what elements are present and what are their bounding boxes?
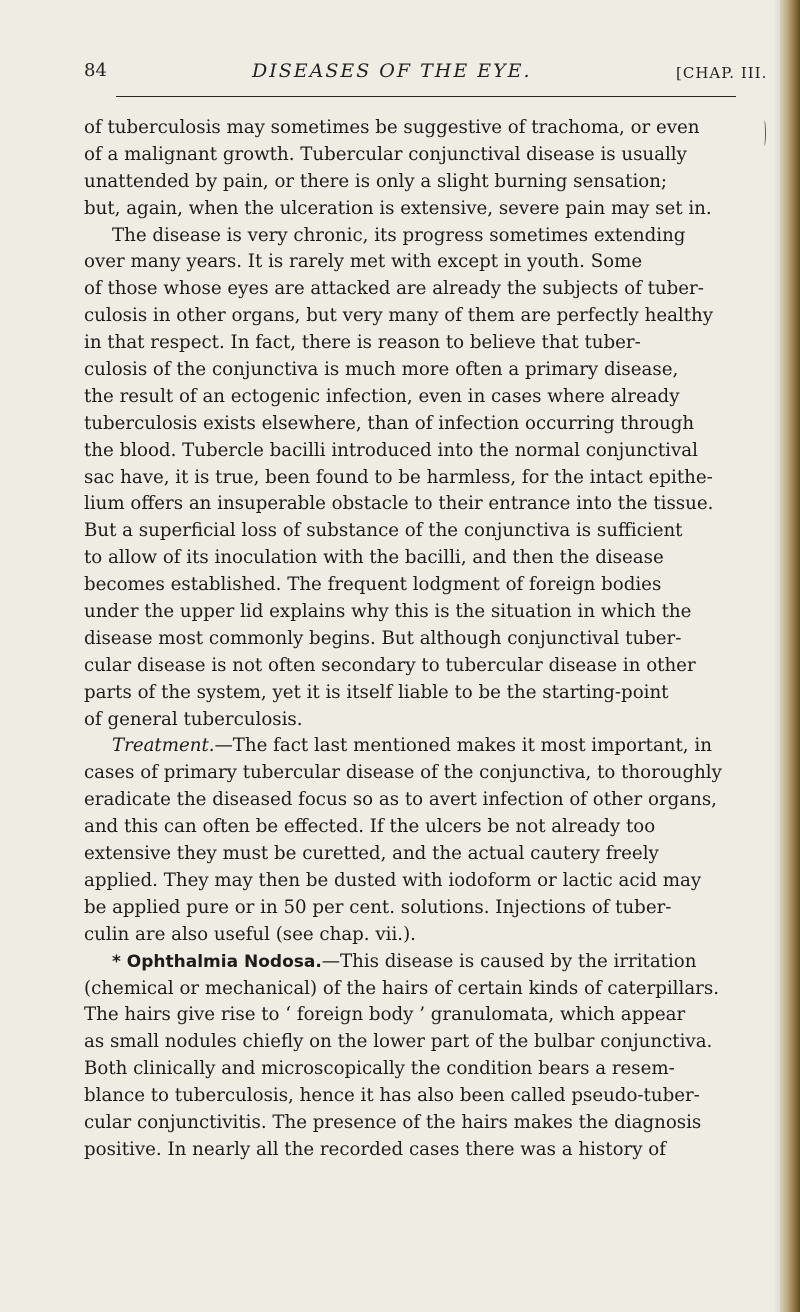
text-line: applied. They may then be dusted with iodoform or lactic acid may xyxy=(84,869,702,891)
text-line: positive. In nearly all the recorded cases there was a history of xyxy=(84,1138,666,1160)
text-line: lium offers an insuperable obstacle to their entrance into the tissue. xyxy=(84,493,714,515)
text-line: (chemical or mechanical) of the hairs of certain kinds of caterpillars. xyxy=(84,977,719,999)
text-line: unattended by pain, or there is only a slight burning sensation; xyxy=(84,170,668,192)
text-line-rest: —This disease is caused by the irritation xyxy=(321,950,697,972)
treatment-paragraph-start xyxy=(84,733,784,760)
text-line: and this can often be effected. If the ulcers be not already too xyxy=(84,816,656,838)
treatment-heading: Treatment. xyxy=(112,735,215,757)
text-line: to allow of its inoculation with the bacilli, and then the disease xyxy=(84,547,664,569)
text-line: becomes established. The frequent lodgment of foreign bodies xyxy=(84,574,662,596)
text-line: The hairs give rise to ‘ foreign body ’ granulomata, which appear xyxy=(84,1004,686,1026)
text-line: be applied pure or in 50 per cent. solutions. Injections of tuber- xyxy=(84,896,672,918)
text-line: of a malignant growth. Tubercular conjunctival disease is usually xyxy=(84,143,687,165)
text-line: culosis of the conjunctiva is much more often a primary disease, xyxy=(84,359,679,381)
text-line: in that respect. In fact, there is reason to believe that tuber- xyxy=(84,332,641,354)
text-line: under the upper lid explains why this is the situation in which the xyxy=(84,601,692,623)
running-title: DISEASES OF THE EYE. xyxy=(252,60,532,82)
page-number: 84 xyxy=(84,60,107,81)
chapter-reference: [CHAP. III. xyxy=(676,64,768,82)
text-line: parts of the system, yet it is itself liable to be the starting-point xyxy=(84,681,669,703)
text-line: cular disease is not often secondary to tubercular disease in other xyxy=(84,654,696,676)
ophthalmia-paragraph-start xyxy=(84,949,784,976)
text-line: But a superficial loss of substance of the conjunctiva is sufficient xyxy=(84,520,683,542)
text-line: cases of primary tubercular disease of the conjunctiva, to thoroughly xyxy=(84,762,722,784)
text-line: over many years. It is rarely met with except in youth. Some xyxy=(84,251,643,273)
text-line: tuberculosis exists elsewhere, than of infection occurring through xyxy=(84,412,695,434)
text-line-rest: —The fact last mentioned makes it most important, in xyxy=(214,735,712,757)
text-line: disease most commonly begins. But although conjunctival tuber- xyxy=(84,627,682,649)
page-header xyxy=(84,60,774,90)
text-line: Both clinically and microscopically the condition bears a resem- xyxy=(84,1058,675,1080)
text-line: culosis in other organs, but very many of them are perfectly healthy xyxy=(84,305,714,327)
text-line: The disease is very chronic, its progress sometimes extending xyxy=(112,224,686,246)
body-text xyxy=(84,115,784,1164)
header-rule xyxy=(116,96,736,97)
text-line: extensive they must be curetted, and the actual cautery freely xyxy=(84,843,659,865)
text-line: blance to tuberculosis, hence it has also been called pseudo-tuber- xyxy=(84,1085,700,1107)
text-line: eradicate the diseased focus so as to avert infection of other organs, xyxy=(84,789,717,811)
text-line: cular conjunctivitis. The presence of the hairs makes the diagnosis xyxy=(84,1111,702,1133)
ophthalmia-nodosa-heading: * Ophthalmia Nodosa. xyxy=(112,951,322,972)
text-line: culin are also useful (see chap. vii.). xyxy=(84,923,416,945)
text-line: of those whose eyes are attacked are already the subjects of tuber- xyxy=(84,278,704,300)
text-line: of general tuberculosis. xyxy=(84,708,303,730)
text-line: the result of an ectogenic infection, even in cases where already xyxy=(84,385,680,407)
text-line: sac have, it is true, been found to be harmless, for the intact epithe- xyxy=(84,466,713,488)
text-line: as small nodules chiefly on the lower part of the bulbar conjunctiva. xyxy=(84,1031,713,1053)
text-line: the blood. Tubercle bacilli introduced into the normal conjunctival xyxy=(84,439,698,461)
text-line: but, again, when the ulceration is extensive, severe pain may set in. xyxy=(84,197,712,219)
text-line: of tuberculosis may sometimes be suggestive of trachoma, or even xyxy=(84,117,700,138)
